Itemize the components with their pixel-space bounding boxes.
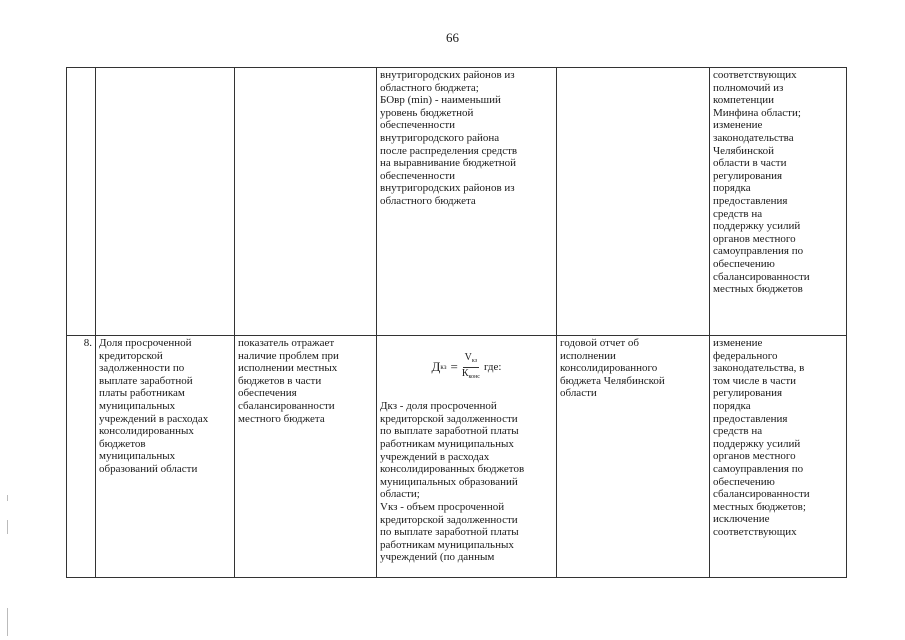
formula-description-cell (377, 336, 557, 578)
indicator-meaning-cell (235, 68, 377, 336)
page-number: 66 (446, 30, 459, 45)
formula-numerator: $V_{кз}$ (463, 352, 479, 368)
formula-where: где: (483, 361, 502, 374)
formula-equals: = (450, 359, 458, 375)
formula-denominator: $К_{конс}$ (461, 368, 480, 381)
data-source-cell: годовой отчет об исполнении консолидированного бюджета Челябинской области (557, 336, 710, 578)
measures-cell: изменение федерального законодательства, в том числе в части регулирования порядка предоставления средств на поддержку усилий органов местного самоуправления по обеспечению сбалансированности местных бюджетов; исключение соответствующих (710, 336, 847, 578)
measures-cell: соответствующих полномочий из компетенции Минфина области; изменение законодательства Челябинской области в части регулирования порядка предоставления средств на поддержку усилий органов местного самоуправления по обеспечению сбалансированности местных бюджетов (710, 68, 847, 336)
formula (380, 350, 553, 386)
scan-mark (7, 520, 8, 534)
formula-fraction (462, 352, 480, 383)
data-source-cell (557, 68, 710, 336)
indicator-name-cell: Доля просроченной кредиторской задолженности по выплате заработной платы работникам муниципальных учреждений в расходах консолидированных бюджетов муниципальных образований области (96, 336, 235, 578)
formula-lhs-subscript: кз (440, 363, 447, 372)
indicator-meaning-cell: показатель отражает наличие проблем при исполнении местных бюджетов в части обеспечения сбалансированности местного бюджета (235, 336, 377, 578)
row-number-cell (67, 68, 96, 336)
indicator-name-cell (96, 68, 235, 336)
table-row (67, 336, 847, 578)
formula-lhs: Д (431, 359, 441, 375)
table-row (67, 68, 847, 336)
formula-description: Дкз - доля просроченной кредиторской задолженности по выплате заработной платы работникам муниципальных учреждений в расходах консолидированных бюджетов муниципальных образований области; Vкз - объем просроченной кредиторской задолженности по выплате заработной платы работникам муниципальных учреждений (по данным (380, 400, 525, 564)
scan-mark (7, 608, 8, 636)
row-number-cell: 8. (67, 336, 96, 578)
indicators-table (66, 67, 847, 578)
formula-description-cell: внутригородских районов из областного бюджета; БОвр (min) - наименьший уровень бюджетной обеспеченности внутригородского района после распределения средств на выравнивание бюджетной обеспеченности внутригородских районов из областного бюджета (377, 68, 557, 336)
scan-mark (7, 495, 8, 501)
